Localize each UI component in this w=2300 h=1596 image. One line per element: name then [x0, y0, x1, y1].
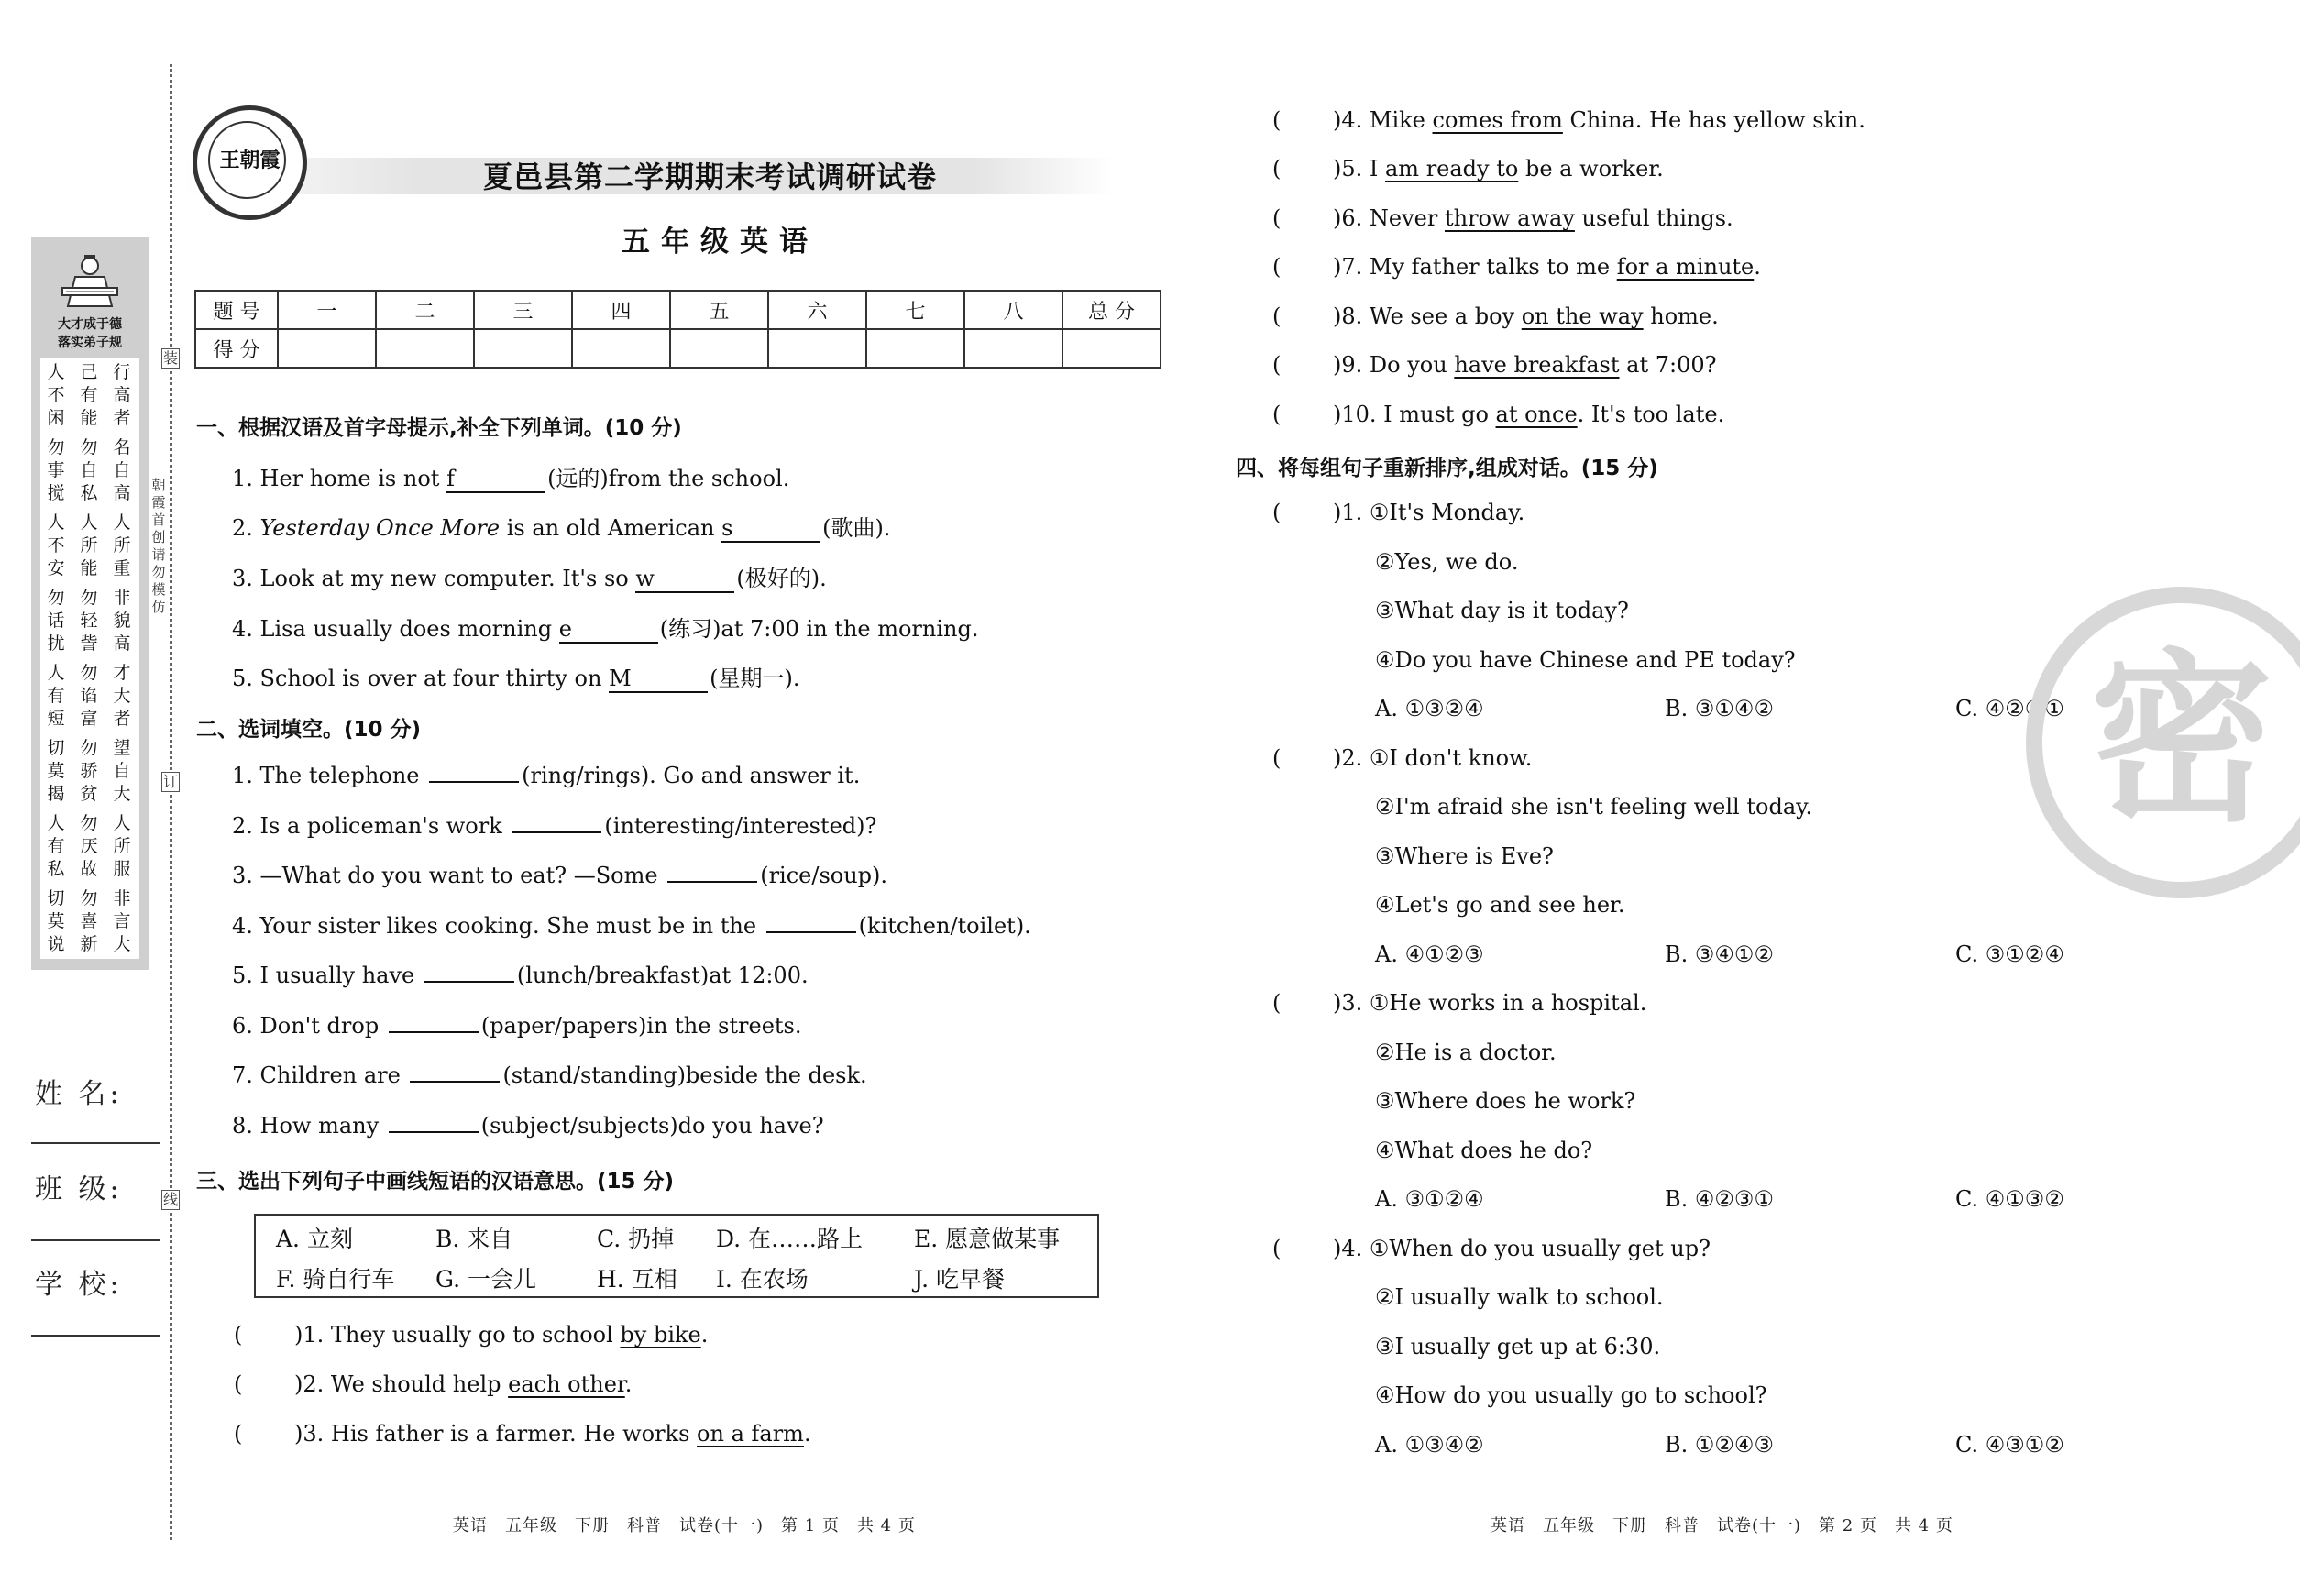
- question-text-end: useful things.: [1574, 205, 1733, 231]
- binding-label-2: 订: [162, 773, 178, 790]
- score-cell: 题 号: [195, 291, 278, 329]
- answer-blank[interactable]: [429, 763, 519, 783]
- score-cell: 五: [670, 291, 768, 329]
- question-text-end: at 7:00?: [1619, 352, 1717, 378]
- answer-paren[interactable]: (: [234, 1421, 243, 1447]
- binding-label-3: 线: [162, 1191, 178, 1208]
- underlined-phrase: by bike: [620, 1322, 701, 1348]
- option-item: F. 骑自行车: [276, 1266, 395, 1293]
- score-input[interactable]: [278, 329, 376, 368]
- score-cell: 七: [866, 291, 964, 329]
- dialog-text: )3. ①He works in a hospital.: [1333, 990, 1647, 1016]
- score-cell: 二: [376, 291, 474, 329]
- question-text: )1. They usually go to school: [294, 1322, 621, 1348]
- motto-column: 非言大: [113, 888, 131, 954]
- score-input[interactable]: [866, 329, 964, 368]
- score-cell: 一: [278, 291, 376, 329]
- motto-columns: [40, 358, 139, 959]
- question-text: 2. Is a policeman's work: [232, 813, 510, 839]
- section2-title: 二、选词填空。(10 分): [196, 718, 422, 742]
- underlined-phrase: have breakfast: [1454, 352, 1620, 378]
- question-s3: [1272, 303, 1719, 329]
- question-text: 4. Your sister likes cooking. She must be in the: [232, 913, 764, 939]
- underlined-phrase: on a farm: [697, 1421, 804, 1447]
- question-s3: [1272, 156, 1664, 182]
- motto-column: 勿谄富: [80, 663, 98, 729]
- underlined-phrase: on the way: [1521, 303, 1644, 329]
- motto-title-2: 落实弟子规: [58, 336, 122, 350]
- answer-paren[interactable]: (: [1272, 205, 1282, 231]
- question-options: (paper/papers)in the streets.: [480, 1013, 802, 1039]
- exam-title: 夏邑县第二学期期末考试调研试卷: [483, 160, 938, 194]
- underlined-phrase: at once: [1495, 402, 1578, 427]
- motto-column: 切莫揭: [47, 738, 65, 804]
- underlined-phrase: am ready to: [1385, 156, 1519, 182]
- school-field[interactable]: [31, 1335, 160, 1337]
- question-text: 4. Lisa usually does morning: [232, 616, 559, 642]
- question-s2: [232, 763, 860, 788]
- underlined-phrase: comes from: [1432, 107, 1563, 133]
- score-input[interactable]: [474, 329, 572, 368]
- option-item: E. 愿意做某事: [914, 1226, 1061, 1252]
- dialog-line: ④How do you usually go to school?: [1375, 1382, 1767, 1408]
- question-options: (interesting/interested)?: [604, 813, 877, 839]
- dialog-line: ④Do you have Chinese and PE today?: [1375, 647, 1796, 673]
- answer-paren[interactable]: (: [1272, 156, 1282, 182]
- answer-blank[interactable]: [721, 515, 820, 543]
- question-text-end: .: [803, 1421, 811, 1447]
- dialog-text: )4. ①When do you usually get up?: [1333, 1236, 1711, 1261]
- motto-column: 望自大: [113, 738, 131, 804]
- score-input[interactable]: [572, 329, 670, 368]
- answer-paren[interactable]: (: [1272, 352, 1282, 378]
- question-s2: [232, 813, 876, 839]
- question-hint: (练习)at 7:00 in the morning.: [659, 616, 979, 642]
- score-cell: 四: [572, 291, 670, 329]
- question-text-end: home.: [1643, 303, 1719, 329]
- answer-paren[interactable]: (: [1272, 500, 1282, 525]
- dialog-line: [1272, 990, 1646, 1016]
- question-text-end: .: [624, 1371, 633, 1397]
- answer-blank[interactable]: [446, 466, 545, 493]
- question-text: 3. Look at my new computer. It's so: [232, 566, 636, 591]
- question-s2: [232, 863, 887, 888]
- answer-choice[interactable]: C. ④①③②: [1955, 1186, 2064, 1212]
- motto-column: 勿骄贫: [80, 738, 98, 804]
- option-item: D. 在……路上: [716, 1226, 864, 1252]
- score-row-label: 得 分: [195, 329, 278, 368]
- question-s3: [234, 1322, 708, 1348]
- score-table: [194, 290, 1161, 369]
- binding-label-1: 装: [162, 349, 178, 367]
- dialog-line: ②I'm afraid she isn't feeling well today.: [1375, 794, 1813, 820]
- motto-column: 人不安: [47, 512, 65, 578]
- song-title: Yesterday Once More: [259, 515, 501, 541]
- score-input[interactable]: [670, 329, 768, 368]
- score-input[interactable]: [376, 329, 474, 368]
- motto-column: 人不闲: [47, 362, 65, 428]
- footer-left: 英语 五年级 下册 科普 试卷(十一) 第 1 页 共 4 页: [453, 1516, 916, 1535]
- underlined-phrase: each other: [508, 1371, 625, 1397]
- question-options: (lunch/breakfast)at 12:00.: [516, 963, 809, 988]
- question-options: (stand/standing)beside the desk.: [502, 1062, 867, 1088]
- question-text: 8. How many: [232, 1113, 386, 1139]
- question-text-end: be a worker.: [1518, 156, 1664, 182]
- option-item: B. 来自: [435, 1226, 513, 1252]
- answer-blank[interactable]: [512, 813, 601, 833]
- question-hint: (远的)from the school.: [547, 466, 790, 491]
- dialog-line: ③Where is Eve?: [1375, 843, 1554, 869]
- score-cell: 八: [964, 291, 1062, 329]
- dialog-line: [1272, 745, 1532, 771]
- answer-paren[interactable]: (: [234, 1322, 243, 1348]
- question-s1: [232, 560, 827, 593]
- answer-paren[interactable]: (: [1272, 254, 1282, 280]
- question-options: (kitchen/toilet).: [858, 913, 1031, 939]
- score-input[interactable]: [1062, 329, 1161, 368]
- scholar-illustration: [39, 253, 141, 312]
- motto-column: 非貌高: [113, 588, 131, 654]
- motto-column: 勿轻訾: [80, 588, 98, 654]
- footer-right: 英语 五年级 下册 科普 试卷(十一) 第 2 页 共 4 页: [1491, 1516, 1953, 1535]
- confidential-stamp: [2026, 587, 2300, 898]
- answer-blank[interactable]: [635, 566, 734, 593]
- answer-paren[interactable]: (: [1272, 303, 1282, 329]
- answer-blank[interactable]: [609, 666, 708, 693]
- answer-choice[interactable]: B. ①②④③: [1665, 1432, 1774, 1458]
- question-text: 1. The telephone: [232, 763, 427, 788]
- option-item: I. 在农场: [716, 1266, 809, 1293]
- question-s2: [232, 1013, 802, 1039]
- dialog-text: )2. ①I don't know.: [1333, 745, 1533, 771]
- answer-choice[interactable]: A. ①③②④: [1375, 696, 1484, 721]
- copyright-note: 朝霞首创 请勿模仿: [151, 477, 166, 615]
- question-text: )10. I must go: [1333, 402, 1496, 427]
- score-input[interactable]: [964, 329, 1062, 368]
- question-s3: [1272, 402, 1724, 427]
- question-s3: [1272, 352, 1717, 378]
- question-s1: [232, 660, 799, 693]
- hint-letter: w: [635, 566, 655, 591]
- score-header-row: [195, 291, 1161, 329]
- motto-column: 人所能: [80, 512, 98, 578]
- answer-blank[interactable]: [667, 863, 757, 883]
- dialog-line: ②I usually walk to school.: [1375, 1284, 1664, 1310]
- school-label: 学 校:: [35, 1269, 123, 1301]
- brand-logo: [193, 105, 307, 220]
- motto-column: 勿事搅: [47, 437, 65, 503]
- score-cell: 总 分: [1062, 291, 1161, 329]
- question-s3: [1272, 254, 1761, 280]
- motto-column: 勿喜新: [80, 888, 98, 954]
- question-s2: [232, 1113, 824, 1139]
- answer-choice[interactable]: C. ④②③①: [1955, 696, 2064, 721]
- option-item: H. 互相: [597, 1266, 677, 1293]
- question-text: 7. Children are: [232, 1062, 408, 1088]
- answer-blank[interactable]: [766, 913, 856, 933]
- answer-choice[interactable]: A. ③①②④: [1375, 1186, 1484, 1212]
- question-options: (subject/subjects)do you have?: [480, 1113, 824, 1139]
- question-s3: [234, 1371, 632, 1397]
- motto-column: 勿厌故: [80, 813, 98, 879]
- question-text: )4. Mike: [1333, 107, 1433, 133]
- class-field[interactable]: [31, 1239, 160, 1241]
- motto-panel: [31, 237, 149, 970]
- answer-blank[interactable]: [559, 616, 658, 644]
- question-s2: [232, 1062, 867, 1088]
- answer-choice[interactable]: B. ③①④②: [1665, 696, 1774, 721]
- answer-paren[interactable]: (: [1272, 402, 1282, 427]
- question-s2: [232, 963, 809, 988]
- dialog-line: ③What day is it today?: [1375, 598, 1629, 623]
- question-s1: [232, 510, 891, 543]
- option-item: A. 立刻: [276, 1226, 353, 1252]
- underlined-phrase: for a minute: [1616, 254, 1755, 280]
- answer-blank[interactable]: [410, 1062, 500, 1083]
- name-field[interactable]: [31, 1142, 160, 1144]
- answer-choice[interactable]: B. ③④①②: [1665, 941, 1774, 967]
- answer-choice[interactable]: C. ③①②④: [1955, 941, 2064, 967]
- question-text: 5. I usually have: [232, 963, 422, 988]
- answer-blank[interactable]: [424, 963, 514, 983]
- answer-paren[interactable]: (: [1272, 107, 1282, 133]
- question-hint: (星期一).: [710, 666, 800, 691]
- question-s3: [1272, 107, 1865, 133]
- motto-column: 才大者: [113, 663, 131, 729]
- dialog-line: ③I usually get up at 6:30.: [1375, 1334, 1661, 1359]
- dialog-line: ④Let's go and see her.: [1375, 892, 1625, 918]
- dialog-line: [1272, 500, 1524, 525]
- question-text: )9. Do you: [1333, 352, 1455, 378]
- score-cell: 三: [474, 291, 572, 329]
- logo-text: 王朝霞: [219, 149, 281, 172]
- question-s2: [232, 913, 1031, 939]
- motto-column: 勿自私: [80, 437, 98, 503]
- option-item: C. 扔掉: [597, 1226, 675, 1252]
- underlined-phrase: throw away: [1444, 205, 1575, 231]
- question-text: )8. We see a boy: [1333, 303, 1522, 329]
- motto-column: 勿话扰: [47, 588, 65, 654]
- dialog-text: )1. ①It's Monday.: [1333, 500, 1525, 525]
- motto-column: 人有短: [47, 663, 65, 729]
- answer-paren[interactable]: (: [234, 1371, 243, 1397]
- options-box: [254, 1214, 1099, 1298]
- question-text: )7. My father talks to me: [1333, 254, 1617, 280]
- dialog-line: ②He is a doctor.: [1375, 1040, 1557, 1065]
- hint-letter: e: [558, 616, 572, 642]
- answer-blank[interactable]: [389, 1113, 479, 1133]
- question-s3: [234, 1421, 811, 1447]
- option-item: G. 一会儿: [435, 1266, 536, 1293]
- question-hint: (极好的).: [736, 566, 827, 591]
- question-text-end: China. He has yellow skin.: [1562, 107, 1865, 133]
- question-text: 5. School is over at four thirty on: [232, 666, 610, 691]
- answer-choice[interactable]: A. ④①②③: [1375, 941, 1484, 967]
- stamp-text: 密: [2089, 633, 2273, 847]
- motto-column: 人有私: [47, 813, 65, 879]
- question-text-end: .: [700, 1322, 709, 1348]
- exam-subtitle: 五年级英语: [622, 226, 819, 259]
- dialog-line: [1272, 1236, 1711, 1261]
- score-input[interactable]: [768, 329, 866, 368]
- question-s1: [232, 611, 979, 644]
- dialog-line: ②Yes, we do.: [1375, 549, 1519, 575]
- motto-column: 切莫说: [47, 888, 65, 954]
- score-cell: 六: [768, 291, 866, 329]
- dialog-line: ③Where does he work?: [1375, 1088, 1636, 1114]
- section1-title: 一、根据汉语及首字母提示,补全下列单词。(10 分): [196, 416, 682, 440]
- answer-choice[interactable]: B. ④②③①: [1665, 1186, 1774, 1212]
- question-text: )3. His father is a farmer. He works: [294, 1421, 698, 1447]
- answer-paren[interactable]: (: [1272, 1236, 1282, 1261]
- motto-column: 人所重: [113, 512, 131, 578]
- section4-title: 四、将每组句子重新排序,组成对话。(15 分): [1236, 457, 1658, 480]
- question-text: )5. I: [1333, 156, 1385, 182]
- question-options: (ring/rings). Go and answer it.: [522, 763, 861, 788]
- answer-choice[interactable]: A. ①③④②: [1375, 1432, 1484, 1458]
- answer-choice[interactable]: C. ④③①②: [1955, 1432, 2064, 1458]
- question-s1: [232, 460, 789, 493]
- dialog-line: ④What does he do?: [1375, 1138, 1593, 1163]
- motto-column: 人所服: [113, 813, 131, 879]
- binding-dashed-line: [170, 64, 172, 1540]
- answer-blank[interactable]: [389, 1013, 479, 1033]
- question-s3: [1272, 205, 1733, 231]
- answer-paren[interactable]: (: [1272, 745, 1282, 771]
- question-text-end: . It's too late.: [1577, 402, 1725, 427]
- option-item: J. 吃早餐: [914, 1266, 1005, 1293]
- question-text: )6. Never: [1333, 205, 1445, 231]
- section3-title: 三、选出下列句子中画线短语的汉语意思。(15 分): [196, 1170, 675, 1194]
- motto-column: 行高者: [113, 362, 131, 428]
- question-text: 6. Don't drop: [232, 1013, 386, 1039]
- question-text: )2. We should help: [294, 1371, 509, 1397]
- question-hint: (歌曲).: [822, 515, 891, 541]
- motto-title-1: 大才成于德: [58, 317, 122, 332]
- question-text: 3. —What do you want to eat? —Some: [232, 863, 666, 888]
- question-text: 2. Yesterday Once More is an old American: [232, 515, 722, 541]
- class-label: 班 级:: [35, 1173, 123, 1205]
- score-value-row: [195, 329, 1161, 368]
- name-label: 姓 名:: [35, 1078, 123, 1110]
- motto-column: 己有能: [80, 362, 98, 428]
- question-options: (rice/soup).: [760, 863, 888, 888]
- answer-paren[interactable]: (: [1272, 990, 1282, 1016]
- hint-letter: M: [609, 666, 632, 691]
- question-text: 1. Her home is not: [232, 466, 447, 491]
- motto-column: 名自高: [113, 437, 131, 503]
- question-text-end: .: [1754, 254, 1761, 280]
- hint-letter: s: [721, 515, 733, 541]
- hint-letter: f: [446, 466, 455, 491]
